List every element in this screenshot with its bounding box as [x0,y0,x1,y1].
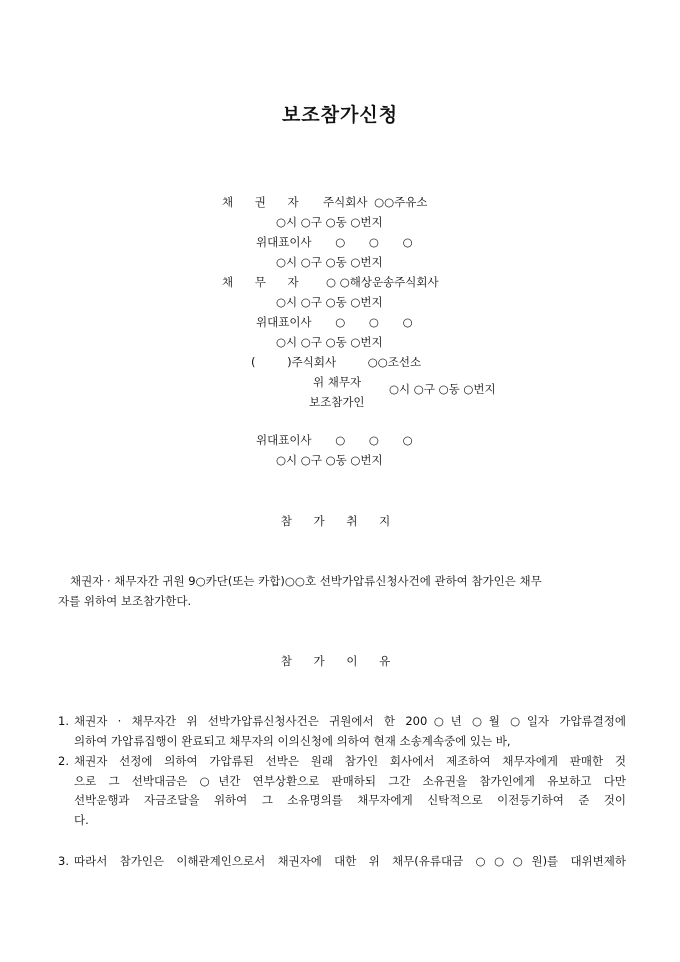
reason-item [58,752,626,830]
reason-number: 1. [58,714,69,728]
reason-item [58,712,626,751]
reason-heading: 참 가 이 유 [280,654,400,668]
reason-number: 2. [58,754,69,768]
purpose-paragraph [58,571,626,611]
intervenor-name: ( )주식회사 ○○조선소 [251,355,422,369]
purpose-line: 자를 위하여 보조참가한다. [58,594,192,608]
reason-line: 다. [74,812,89,827]
debtor-label: 채 무 자 [222,275,308,289]
debtor-address: ○시 ○구 ○동 ○번지 [276,295,383,309]
reason-line: 따라서 참가인은 이해관계인으로서 채권자에 대한 위 채무(유류대금 ○○○원)를 대위변제하 [74,854,626,868]
creditor-address: ○시 ○구 ○동 ○번지 [276,215,383,229]
debtor-name: ○ ○해상운송주식회사 [326,275,439,289]
creditor-label: 채 권 자 [222,195,308,209]
reason-line: 의하여 가압류집행이 완료되고 채무자의 이의신청에 의하여 현재 소송계속중에 있는 바, [74,733,511,748]
debtor-representative-address: ○시 ○구 ○동 ○번지 [276,335,383,349]
intervenor-address: ○시 ○구 ○동 ○번지 [389,382,496,396]
reason-line: 채권자 선정에 의하여 가압류된 선박은 원래 참가인 회사에서 제조하여 채무자에게 판매한 것 [74,754,626,768]
creditor-representative: 위대표이사 ○ ○ ○ [256,235,413,249]
debtor-representative: 위대표이사 ○ ○ ○ [256,315,413,329]
intervenor-representative-address: ○시 ○구 ○동 ○번지 [276,453,383,467]
creditor-name: 주식회사 ○○주유소 [323,195,428,209]
purpose-line: 채권자 · 채무자간 귀원 9○카단(또는 카합)○○호 선박가압류신청사건에 관하여 참가인은 채무 [70,574,542,588]
intervenor-role-line-1: 위 채무자 [313,375,362,389]
purpose-heading: 참 가 취 지 [280,514,400,528]
reason-item [58,852,626,872]
reason-line: 선박운행과 자금조달을 위하여 그 소유명의를 채무자에게 신탁적으로 이전등기하여 준 것이 [74,793,626,807]
intervenor-role-line-2: 보조참가인 [309,395,365,409]
reason-number: 3. [58,854,69,868]
intervenor-representative: 위대표이사 ○ ○ ○ [256,433,413,447]
reason-line: 채권자 · 채무자간 위 선박가압류신청사건은 귀원에서 한 200○년 ○월 ○일자 가압류결정에 [74,714,626,728]
document-title: 보조참가신청 [281,104,399,126]
creditor-representative-address: ○시 ○구 ○동 ○번지 [276,255,383,269]
reason-line: 으로 그 선박대금은 ○년간 연부상환으로 판매하되 그간 소유권을 참가인에게 유보하고 다만 [74,773,626,788]
